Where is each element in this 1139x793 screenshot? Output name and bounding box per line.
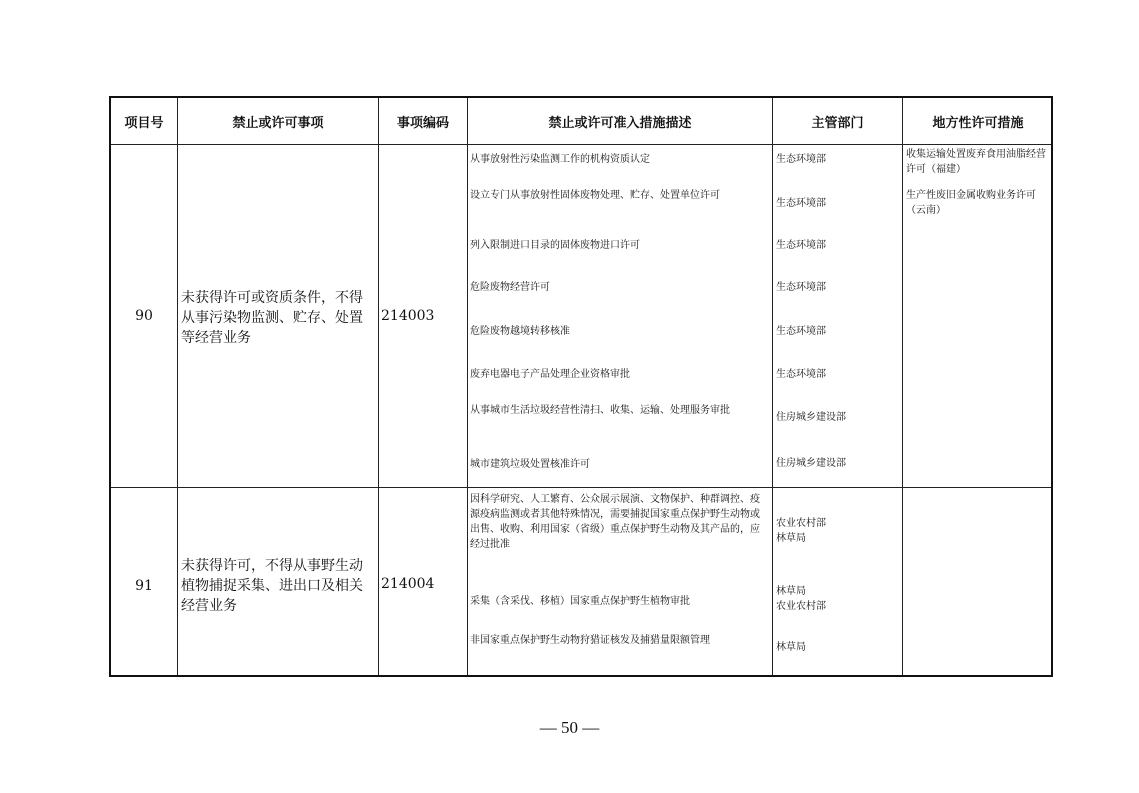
measure-desc: 从事城市生活垃圾经营性清扫、收集、运输、处理服务审批 bbox=[470, 405, 730, 416]
measure-dept: 生态环境部 bbox=[776, 154, 826, 165]
measure-dept: 生态环境部 bbox=[776, 326, 826, 337]
row-90-id: 90 bbox=[135, 308, 153, 324]
col-divider bbox=[378, 98, 379, 675]
measure-desc: 因科学研究、人工繁育、公众展示展演、文物保护、种群调控、疫源疫病监测或者其他特殊情况，需要捕捉国家重点保护野生动物或出售、收购、利用国家（省级）重点保护野生动物及其产品的，应经过批准 bbox=[470, 494, 760, 550]
header-code: 事项编码 bbox=[396, 115, 449, 131]
row-divider bbox=[111, 144, 1051, 145]
license-table bbox=[109, 96, 1053, 677]
measure-desc: 从事放射性污染监测工作的机构资质认定 bbox=[470, 154, 650, 165]
local-measure: 生产性废旧金属收购业务许可（云南） bbox=[906, 190, 1036, 216]
row-91-code: 214004 bbox=[381, 576, 435, 592]
row-divider bbox=[111, 487, 1051, 488]
measure-dept: 生态环境部 bbox=[776, 240, 826, 251]
measure-desc: 危险废物经营许可 bbox=[470, 282, 550, 293]
measure-dept: 林草局 农业农村部 bbox=[776, 586, 826, 612]
measure-dept: 住房城乡建设部 bbox=[776, 458, 846, 469]
col-divider bbox=[467, 98, 468, 675]
measure-desc: 废弃电器电子产品处理企业资格审批 bbox=[470, 369, 630, 380]
col-divider bbox=[177, 98, 178, 675]
row-90-code: 214003 bbox=[381, 308, 435, 324]
measure-desc: 采集（含采伐、移植）国家重点保护野生植物审批 bbox=[470, 596, 690, 607]
measure-desc: 危险废物越境转移核准 bbox=[470, 326, 570, 337]
header-item: 禁止或许可事项 bbox=[232, 115, 324, 131]
header-local: 地方性许可措施 bbox=[932, 115, 1024, 131]
measure-dept: 农业农村部 林草局 bbox=[776, 518, 826, 544]
row-90-item: 未获得许可或资质条件，不得从事污染物监测、贮存、处置等经营业务 bbox=[181, 290, 363, 346]
measure-desc: 列入限制进口目录的固体废物进口许可 bbox=[470, 240, 640, 251]
header-item-no: 项目号 bbox=[124, 115, 164, 131]
measure-desc: 城市建筑垃圾处置核准许可 bbox=[470, 459, 590, 470]
row-91-item: 未获得许可，不得从事野生动植物捕捉采集、进出口及相关经营业务 bbox=[181, 558, 363, 614]
col-divider bbox=[772, 98, 773, 675]
header-dept: 主管部门 bbox=[811, 115, 864, 131]
page-number: — 50 — bbox=[539, 718, 600, 737]
measure-desc: 非国家重点保护野生动物狩猎证核发及捕猎量限额管理 bbox=[470, 635, 710, 646]
row-91-id: 91 bbox=[135, 578, 153, 594]
measure-dept: 生态环境部 bbox=[776, 198, 826, 209]
header-measures: 禁止或许可准入措施描述 bbox=[548, 115, 692, 131]
col-divider bbox=[902, 98, 903, 675]
measure-dept: 林草局 bbox=[776, 642, 806, 653]
measure-desc: 设立专门从事放射性固体废物处理、贮存、处置单位许可 bbox=[470, 190, 720, 201]
local-measure: 收集运输处置废弃食用油脂经营许可（福建） bbox=[906, 149, 1046, 175]
measure-dept: 生态环境部 bbox=[776, 282, 826, 293]
measure-dept: 住房城乡建设部 bbox=[776, 412, 846, 423]
measure-dept: 生态环境部 bbox=[776, 369, 826, 380]
